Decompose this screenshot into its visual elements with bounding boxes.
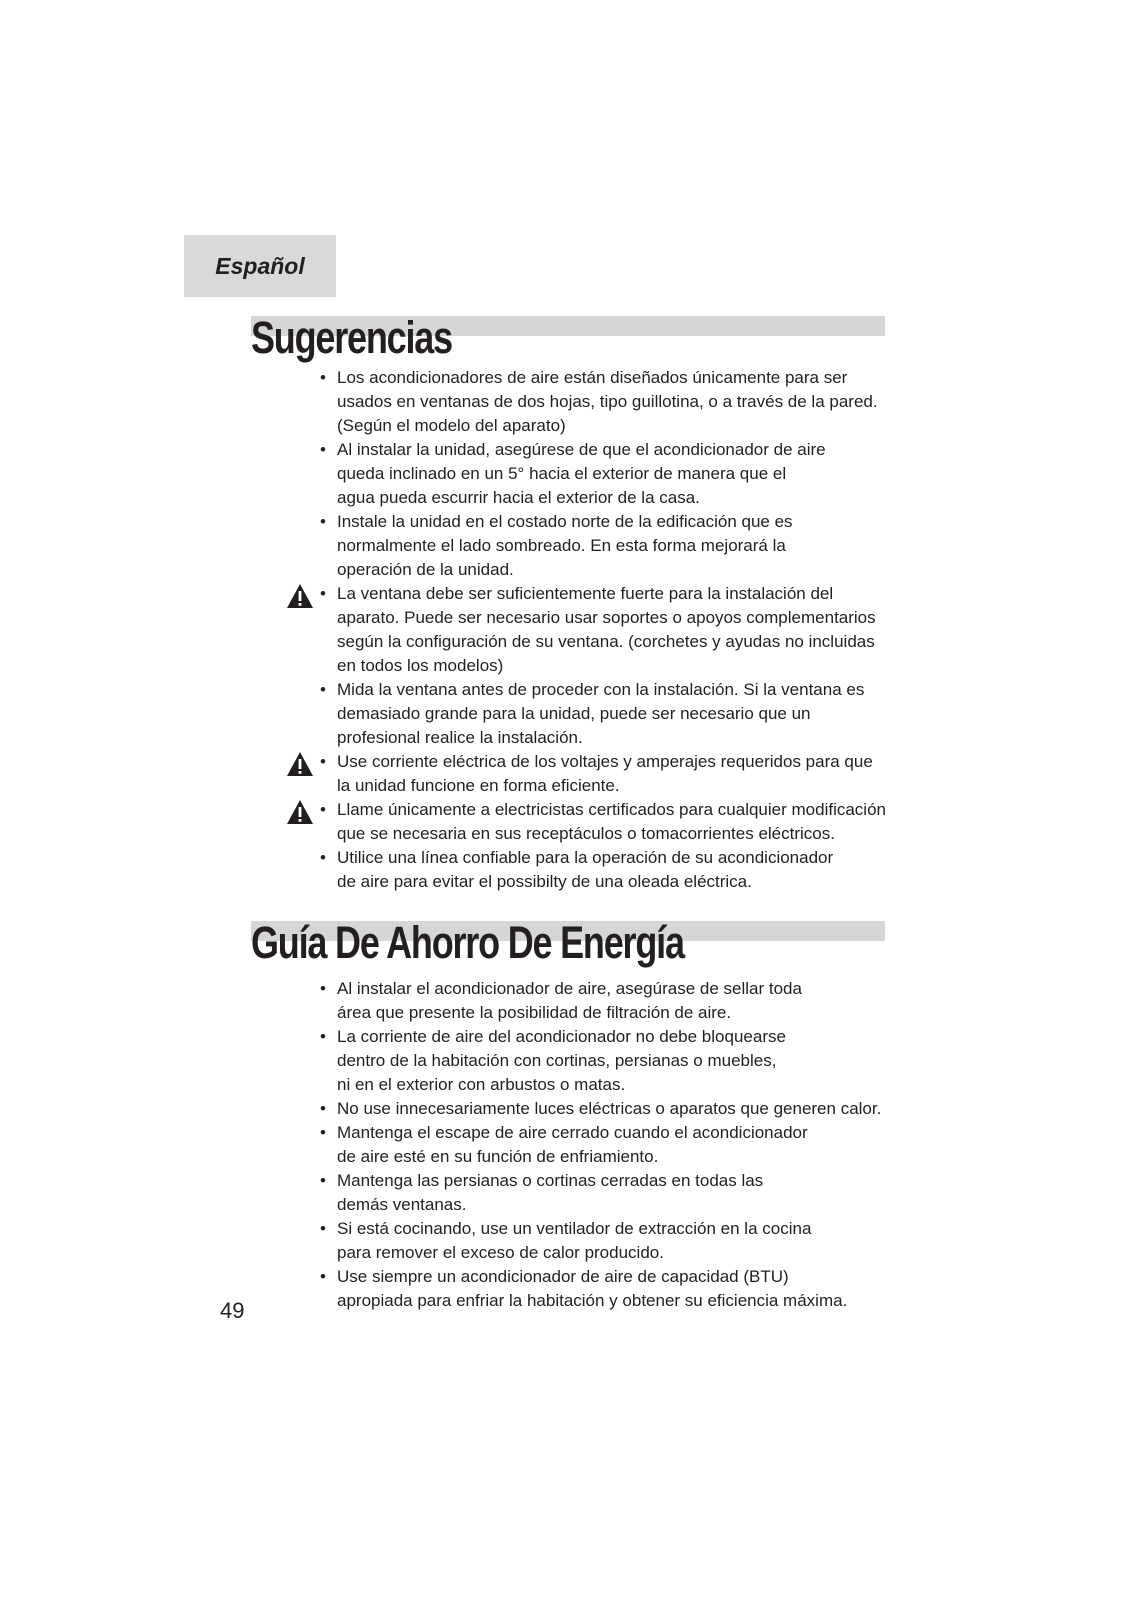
list-item [320,582,905,678]
list-item-text: Instale la unidad en el costado norte de la edificación que es normalmente el lado sombreado. En esta forma mejorará la operación de la unidad. [337,512,793,579]
bullet-mark: • [320,1267,326,1286]
list-item-text: Los acondicionadores de aire están diseñados únicamente para ser usados en ventanas de dos hojas, tipo guillotina, o a través de la pared. (Según el modelo del aparato) [337,368,878,435]
list-item-text: Use corriente eléctrica de los voltajes y amperajes requeridos para que la unidad funcione en forma eficiente. [337,752,873,795]
section-title-suggestions: Sugerencias [251,312,452,363]
list-item [320,1025,905,1097]
list-item [320,510,905,582]
warning-triangle-icon [286,798,314,826]
energy-saving-list [320,977,905,1313]
list-item [320,846,905,894]
bullet-mark: • [320,1027,326,1046]
list-item-text: Mantenga el escape de aire cerrado cuando el acondicionador de aire esté en su función de enfriamiento. [337,1123,808,1166]
list-item [320,438,905,510]
bullet-mark: • [320,368,326,387]
language-tab [184,235,336,297]
list-item [320,1169,905,1217]
list-item-text: Mida la ventana antes de proceder con la instalación. Si la ventana es demasiado grande para la unidad, puede ser necesario que un profesional realice la instalación. [337,680,865,747]
list-item [320,750,905,798]
language-label: Español [215,252,305,279]
list-item-text: Al instalar el acondicionador de aire, asegúrase de sellar toda área que presente la posibilidad de filtración de aire. [337,979,802,1022]
list-item [320,366,905,438]
list-item-text: Al instalar la unidad, asegúrese de que el acondicionador de aire queda inclinado en un 5° hacia el exterior de manera que el agua pueda escurrir hacia el exterior de la casa. [337,440,826,507]
list-item [320,1265,905,1313]
bullet-mark: • [320,512,326,531]
list-item-text: Llame únicamente a electricistas certificados para cualquier modificación que se necesaria en sus receptáculos o tomacorrientes eléctricos. [337,800,886,843]
list-item-text: Utilice una línea confiable para la operación de su acondicionador de aire para evitar el possibilty de una oleada eléctrica. [337,848,834,891]
bullet-mark: • [320,979,326,998]
bullet-mark: • [320,440,326,459]
bullet-mark: • [320,1123,326,1142]
list-item-text: Use siempre un acondicionador de aire de capacidad (BTU) apropiada para enfriar la habitación y obtener su eficiencia máxima. [337,1267,848,1310]
list-item-text: Mantenga las persianas o cortinas cerradas en todas las demás ventanas. [337,1171,764,1214]
list-item-text: No use innecesariamente luces eléctricas o aparatos que generen calor. [337,1099,882,1118]
bullet-mark: • [320,848,326,867]
list-item-text: La ventana debe ser suficientemente fuerte para la instalación del aparato. Puede ser necesario usar soportes o apoyos complementarios según la configuración de su ventana. (corchetes y ayudas no incluidas en todos los modelos) [337,584,876,675]
list-item-text: La corriente de aire del acondicionador no debe bloquearse dentro de la habitación con cortinas, persianas o muebles, ni en el exterior con arbustos o matas. [337,1027,786,1094]
bullet-mark: • [320,800,326,819]
bullet-mark: • [320,752,326,771]
warning-triangle-icon [286,582,314,610]
list-item [320,678,905,750]
bullet-mark: • [320,1219,326,1238]
list-item [320,798,905,846]
section-title-energy: Guía De Ahorro De Energía [251,917,684,968]
list-item [320,1217,905,1265]
bullet-mark: • [320,1099,326,1118]
bullet-mark: • [320,680,326,699]
bullet-mark: • [320,1171,326,1190]
page-number: 49 [220,1298,245,1323]
list-item [320,1121,905,1169]
suggestions-list [320,366,905,894]
list-item-text: Si está cocinando, use un ventilador de extracción en la cocina para remover el exceso de calor producido. [337,1219,812,1262]
bullet-mark: • [320,584,326,603]
list-item [320,977,905,1025]
list-item [320,1097,905,1121]
warning-triangle-icon [286,750,314,778]
